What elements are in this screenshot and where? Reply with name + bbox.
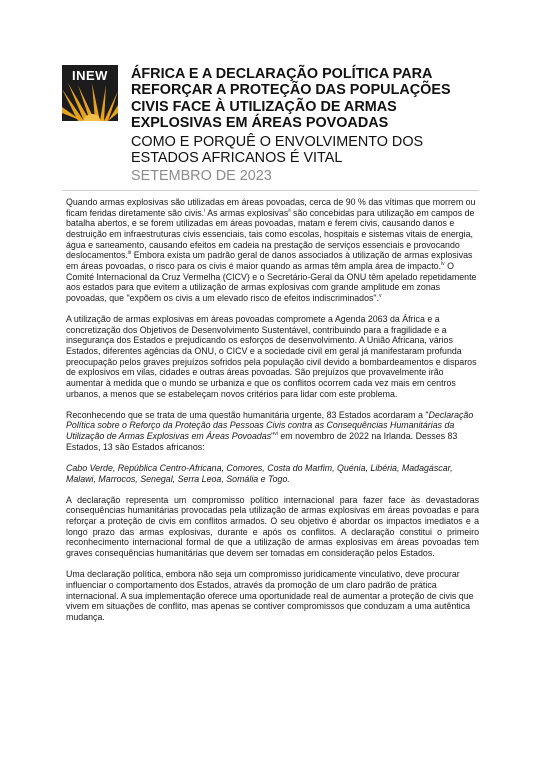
endnote-ref[interactable]: vi: [274, 431, 278, 438]
endnote-ref[interactable]: i: [204, 207, 206, 214]
paragraph-5: A declaração representa um compromisso político internacional para fazer face às devastadoras consequências humanitárias provocadas pela utilização de armas explosivas em áreas povoadas e para reforçar a proteção de civis em conflitos armados. O seu objetivo é abordar os impactos imediatos e a longo prazo das armas explosivas, durante e após os conflitos. A declaração constitui o primeiro reconhecimento internacional formal de que a utilização de armas explosivas em áreas povoadas tem graves consequências humanitárias que devem ser tomadas em consideração pelos Estados.: [66, 494, 479, 559]
endnote-ref[interactable]: iii: [127, 250, 132, 257]
paragraph-3: Reconhecendo que se trata de uma questão humanitária urgente, 83 Estados acordaram a "Declaração Política sobre o Reforço da Proteção das Pessoas Civis contra as Consequências Humanitárias da Utilização de Armas Explosivas em Áreas Povoadas"$^{vi}$ em novembro de 2022 na Irlanda. Desses 83 Estados, 13 são Estados africanos:: [66, 409, 474, 452]
paragraph-2: A utilização de armas explosivas em áreas povoadas compromete a Agenda 2063 da África e a concretização dos Objetivos de Desenvolvimento Sustentável, contribuindo para a fragilidade e a insegurança dos Estados e prejudicando os esforços de desenvolvimento. A União Africana, vários Estados, diferentes agências da ONU, o CICV e a sociedade civil em geral já manifestaram profunda preocupação pelos graves prejuízos sofridos pela população civil devido a bombardeamentos e disparos de explosivos em vilas, cidades e outras áreas povoadas. São prejuízos que provavelmente irão aumentar à medida que o mundo se urbaniza e que os conflitos ocorrem cada vez mais em centros urbanos, a menos que se estabeleçam novos critérios para lidar com este problema.: [66, 314, 477, 399]
header-divider: [62, 190, 479, 191]
document-date: SETEMBRO DE 2023: [131, 168, 272, 184]
document-body: [66, 197, 479, 633]
endnote-ref[interactable]: iv: [441, 261, 445, 267]
document-title: ÁFRICA E A DECLARAÇÃO POLÍTICA PARA REFORÇAR A PROTEÇÃO DAS POPULAÇÕES CIVIS FACE À UTILIZAÇÃO DE ARMAS EXPLOSIVAS EM ÁREAS POVOADAS: [131, 66, 451, 131]
endnote-ref[interactable]: v: [379, 292, 382, 299]
endnote-ref[interactable]: ii: [288, 207, 291, 214]
document-subtitle: COMO E PORQUÊ O ENVOLVIMENTO DOS ESTADOS AFRICANOS É VITAL: [131, 134, 424, 167]
african-states-list: Cabo Verde, República Centro-Africana, Comores, Costa do Marfim, Quénia, Libéria, Madagáscar, Malawi, Marrocos, Senegal, Serra Leoa, Somália e Togo.: [66, 462, 453, 484]
paragraph-1: Quando armas explosivas são utilizadas em áreas povoadas, cerca de 90 % das vítimas que morrem ou ficam feridas diretamente são civis.$^i$ As armas explosivas$^{ii}$ são concebidas para utilização em campos de batalha abertos, e se forem utilizadas em áreas povoadas, matam e ferem civis, causando danos e destruição em infraestruturas civis essenciais, tais como escolas, hospitais e sistemas vitais de energia, água e saneamento, causando efeitos em cadeia na prestação de serviços essenciais e provocando deslocamentos.$^{iii}$ Embora exista um padrão geral de danos associados à utilização de armas explosivas em áreas povoadas, o risco para os civis é maior quando as armas têm ampla área de impacto.$^{iv}$ O Comité Internacional da Cruz Vermelha (CICV) e o Secretário-Geral da ONU têm apelado repetidamente aos estados para que evitem a utilização de armas explosivas com grande amplitude em zonas povoadas, que "expõem os civis a um elevado risco de efeitos indiscriminados".$^v$: [66, 197, 477, 303]
logo-text: INEW: [72, 68, 108, 83]
declaration-title: Declaração Política sobre o Reforço da Proteção das Pessoas Civis contra as Consequências Humanitárias da Utilização de Armas Explosivas em Áreas Povoadas: [66, 409, 474, 442]
paragraph-6: Uma declaração política, embora não seja um compromisso juridicamente vinculativo, deve procurar influenciar o comportamento dos Estados, através da promoção de um claro padrão de prática internacional. A sua implementação oferece uma oportunidade real de aumentar a proteção de civis que vivem em situações de conflito, mas apenas se contiver compromissos que conduzam a uma autêntica mudança.: [66, 569, 474, 622]
inew-logo: [62, 65, 118, 121]
starburst-icon: [62, 83, 118, 121]
